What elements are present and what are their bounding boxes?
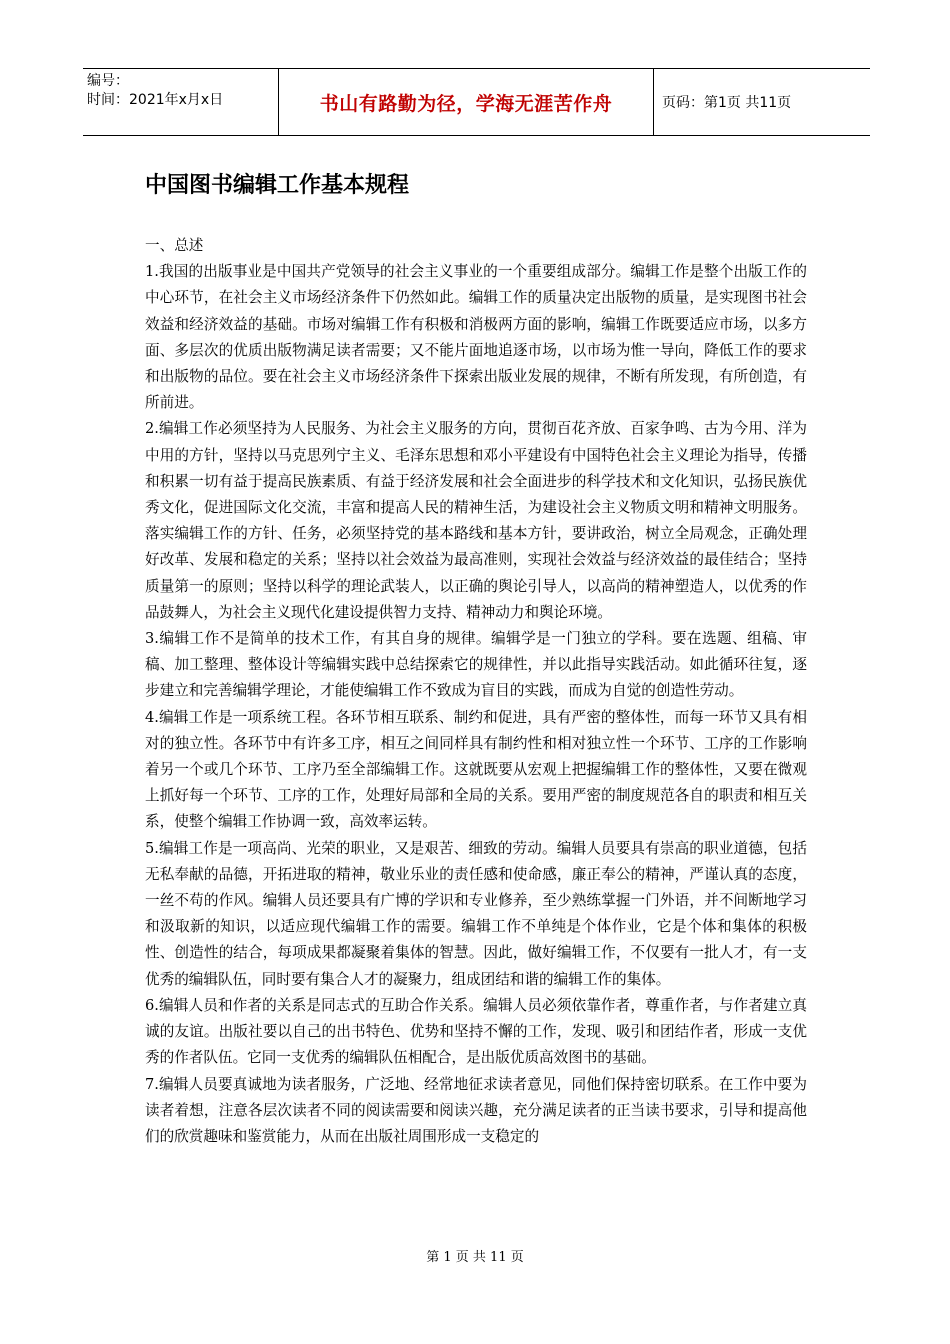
paragraph-5: 5.编辑工作是一项高尚、光荣的职业，又是艰苦、细致的劳动。编辑人员要具有崇高的职业道德，包括无私奉献的品德，开拓进取的精神，敬业乐业的责任感和使命感，廉正奉公的精神，严谨认真的态度，一丝不苟的作风。编辑人员还要具有广博的学识和专业修养，至少熟练掌握一门外语，并不间断地学习和汲取新的知识，以适应现代编辑工作的需要。编辑工作不单纯是个体作业，它是个体和集体的积极性、创造性的结合，每项成果都凝聚着集体的智慧。因此，做好编辑工作，不仅要有一批人才，有一支优秀的编辑队伍，同时要有集合人才的凝聚力，组成团结和谐的编辑工作的集体。 [145, 839, 807, 988]
paragraph-7: 7.编辑人员要真诚地为读者服务，广泛地、经常地征求读者意见，同他们保持密切联系。在工作中要为读者着想，注意各层次读者不同的阅读需要和阅读兴趣，充分满足读者的正当读书要求，引导和提高他们的欣赏趣味和鉴赏能力，从而在出版社周围形成一支稳定的 [145, 1075, 807, 1145]
document-title: 中国图书编辑工作基本规程 [145, 173, 410, 198]
document-time-label: 时间：2021年x月x日 [87, 92, 224, 108]
document-number-label: 编号： [87, 73, 129, 89]
document-body [145, 233, 807, 1150]
paragraph-6: 6.编辑人员和作者的关系是同志式的互助合作关系。编辑人员必须依靠作者，尊重作者，与作者建立真诚的友谊。出版社要以自己的出书特色、优势和坚持不懈的工作，发现、吸引和团结作者，形成一支优秀的作者队伍。它同一支优秀的编辑队伍相配合，是出版优质高效图书的基础。 [145, 996, 807, 1067]
header-page-cell [654, 69, 870, 135]
paragraph-4: 4.编辑工作是一项系统工程。各环节相互联系、制约和促进，具有严密的整体性，而每一环节又具有相对的独立性。各环节中有许多工序，相互之间同样具有制约性和相对独立性一个环节、工序的工作影响着另一个或几个环节、工序乃至全部编辑工作。这就既要从宏观上把握编辑工作的整体性，又要在微观上抓好每一个环节、工序的工作，处理好局部和全局的关系。要用严密的制度规范各自的职责和相互关系，使整个编辑工作协调一致，高效率运转。 [145, 708, 807, 831]
paragraph-2: 2.编辑工作必须坚持为人民服务、为社会主义服务的方向，贯彻百花齐放、百家争鸣、古为今用、洋为中用的方针，坚持以马克思列宁主义、毛泽东思想和邓小平建设有中国特色社会主义理论为指导，传播和积累一切有益于提高民族素质、有益于经济发展和社会全面进步的科学技术和文化知识，弘扬民族优秀文化，促进国际文化交流，丰富和提高人民的精神生活，为建设社会主义物质文明和精神文明服务。落实编辑工作的方针、任务，必须坚持党的基本路线和基本方针，要讲政治，树立全局观念，正确处理好改革、发展和稳定的关系；坚持以社会效益为最高准则，实现社会效益与经济效益的最佳结合；坚持质量第一的原则；坚持以科学的理论武装人，以正确的舆论引导人，以高尚的精神塑造人，以优秀的作品鼓舞人，为社会主义现代化建设提供智力支持、精神动力和舆论环境。 [145, 420, 807, 621]
section-heading: 一、总述 [145, 237, 204, 254]
header-motto-cell [279, 69, 654, 135]
header-motto: 书山有路勤为径，学海无涯苦作舟 [319, 92, 613, 115]
header-meta-cell [83, 69, 279, 135]
page-footer: 第 1 页 共 11 页 [426, 1250, 524, 1265]
document-header [83, 68, 870, 136]
header-page-info: 页码：第1页 共11页 [662, 95, 792, 111]
paragraph-3: 3.编辑工作不是简单的技术工作，有其自身的规律。编辑学是一门独立的学科。要在选题、组稿、审稿、加工整理、整体设计等编辑实践中总结探索它的规律性，并以此指导实践活动。如此循环往复，逐步建立和完善编辑学理论，才能使编辑工作不致成为盲目的实践，而成为自觉的创造性劳动。 [145, 630, 807, 700]
paragraph-1: 1.我国的出版事业是中国共产党领导的社会主义事业的一个重要组成部分。编辑工作是整个出版工作的中心环节，在社会主义市场经济条件下仍然如此。编辑工作的质量决定出版物的质量，是实现图书社会效益和经济效益的基础。市场对编辑工作有积极和消极两方面的影响，编辑工作既要适应市场，以多方面、多层次的优质出版物满足读者需要；又不能片面地追逐市场，以市场为惟一导向，降低工作的要求和出版物的品位。要在社会主义市场经济条件下探索出版业发展的规律，不断有所发现，有所创造，有所前进。 [145, 263, 807, 412]
